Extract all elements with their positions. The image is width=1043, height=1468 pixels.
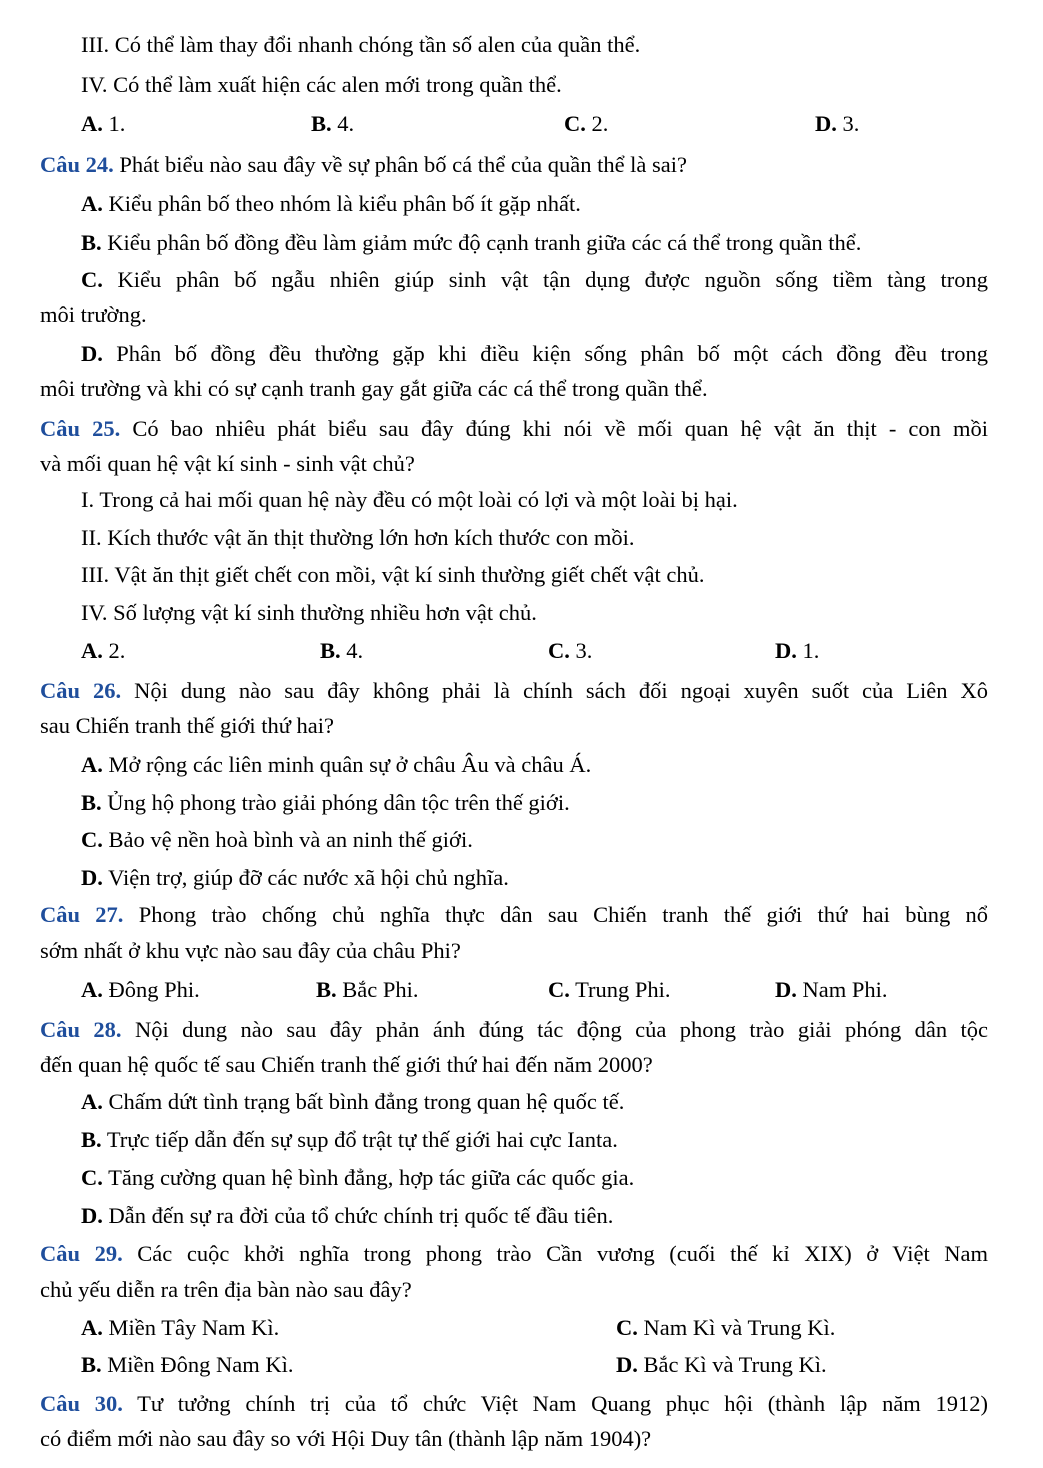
q25-statement-4: IV. Số lượng vật kí sinh thường nhiều hơn vật chủ. [81,600,537,625]
q23-option-c: C. 2. [564,111,609,136]
q29-stem-cont: chủ yếu diễn ra trên địa bàn nào sau đây? [40,1277,412,1302]
q27-option-b: B. Bắc Phi. [316,977,419,1002]
q25-option-a: A. 2. [81,638,126,663]
q25-statement-3: III. Vật ăn thịt giết chết con mồi, vật kí sinh thường giết chết vật chủ. [81,562,705,587]
q28-stem-cont: đến quan hệ quốc tế sau Chiến tranh thế giới thứ hai đến năm 2000? [40,1052,653,1077]
q30-stem-cont: có điểm mới nào sau đây so với Hội Duy tân (thành lập năm 1904)? [40,1426,652,1451]
q26-option-b: B. Ủng hộ phong trào giải phóng dân tộc trên thế giới. [81,790,570,815]
q23-option-a: A. 1. [81,111,126,136]
q23-statement-4: IV. Có thể làm xuất hiện các alen mới trong quần thể. [81,72,562,97]
q24-option-d-cont: môi trường và khi có sự cạnh tranh gay gắt giữa các cá thể trong quần thể. [40,376,708,401]
q28-option-d: D. Dẫn đến sự ra đời của tổ chức chính trị quốc tế đầu tiên. [81,1203,614,1228]
q25-option-b: B. 4. [320,638,364,663]
q24-option-c-cont: môi trường. [40,302,147,327]
q23-option-b: B. 4. [311,111,355,136]
q29-option-b: B. Miền Đông Nam Kì. [81,1352,294,1377]
q29-option-d: D. Bắc Kì và Trung Kì. [616,1352,827,1377]
q27-stem-cont: sớm nhất ở khu vực nào sau đây của châu Phi? [40,938,461,963]
q23-option-d: D. 3. [815,111,860,136]
q24-option-d: D. Phân bố đồng đều thường gặp khi điều kiện sống phân bố một cách đồng đều trong [81,341,988,366]
q26-option-c: C. Bảo vệ nền hoà bình và an ninh thế giới. [81,827,473,852]
q26-option-a: A. Mở rộng các liên minh quân sự ở châu Âu và châu Á. [81,752,592,777]
q29-option-c: C. Nam Kì và Trung Kì. [616,1315,836,1340]
q23-statement-3: III. Có thể làm thay đổi nhanh chóng tần số alen của quần thể. [81,32,641,57]
q25-option-d: D. 1. [775,638,820,663]
q24-option-c: C. Kiểu phân bố ngẫu nhiên giúp sinh vật tận dụng được nguồn sống tiềm tàng trong [81,267,988,292]
q26-option-d: D. Viện trợ, giúp đỡ các nước xã hội chủ nghĩa. [81,865,509,890]
q29-option-a: A. Miền Tây Nam Kì. [81,1315,280,1340]
q24-option-a: A. Kiểu phân bố theo nhóm là kiểu phân bố ít gặp nhất. [81,191,581,216]
q24-option-b: B. Kiểu phân bố đồng đều làm giảm mức độ cạnh tranh giữa các cá thể trong quần thể. [81,230,862,255]
q28-option-c: C. Tăng cường quan hệ bình đẳng, hợp tác giữa các quốc gia. [81,1165,635,1190]
q28-option-b: B. Trực tiếp dẫn đến sự sụp đổ trật tự thế giới hai cực Ianta. [81,1127,618,1152]
q26-stem-cont: sau Chiến tranh thế giới thứ hai? [40,713,335,738]
q25-stem: Câu 25. Có bao nhiêu phát biểu sau đây đúng khi nói về mối quan hệ vật ăn thịt - con mồi [40,416,988,441]
q27-option-a: A. Đông Phi. [81,977,200,1002]
q28-option-a: A. Chấm dứt tình trạng bất bình đẳng trong quan hệ quốc tế. [81,1089,625,1114]
q25-statement-1: I. Trong cả hai mối quan hệ này đều có một loài có lợi và một loài bị hại. [81,487,738,512]
q27-option-c: C. Trung Phi. [548,977,671,1002]
q30-stem: Câu 30. Tư tưởng chính trị của tổ chức Việt Nam Quang phục hội (thành lập năm 1912) [40,1391,988,1416]
q24-stem: Câu 24. Phát biểu nào sau đây về sự phân bố cá thể của quần thể là sai? [40,152,688,177]
q25-statement-2: II. Kích thước vật ăn thịt thường lớn hơn kích thước con mồi. [81,525,635,550]
q27-stem: Câu 27. Phong trào chống chủ nghĩa thực dân sau Chiến tranh thế giới thứ hai bùng nổ [40,902,988,927]
q25-stem-cont: và mối quan hệ vật kí sinh - sinh vật chủ? [40,451,415,476]
q25-option-c: C. 3. [548,638,593,663]
q29-stem: Câu 29. Các cuộc khởi nghĩa trong phong trào Cần vương (cuối thế kỉ XIX) ở Việt Nam [40,1241,988,1266]
q26-stem: Câu 26. Nội dung nào sau đây không phải là chính sách đối ngoại xuyên suốt của Liên Xô [40,678,988,703]
q28-stem: Câu 28. Nội dung nào sau đây phản ánh đúng tác động của phong trào giải phóng dân tộc [40,1017,988,1042]
q27-option-d: D. Nam Phi. [775,977,888,1002]
